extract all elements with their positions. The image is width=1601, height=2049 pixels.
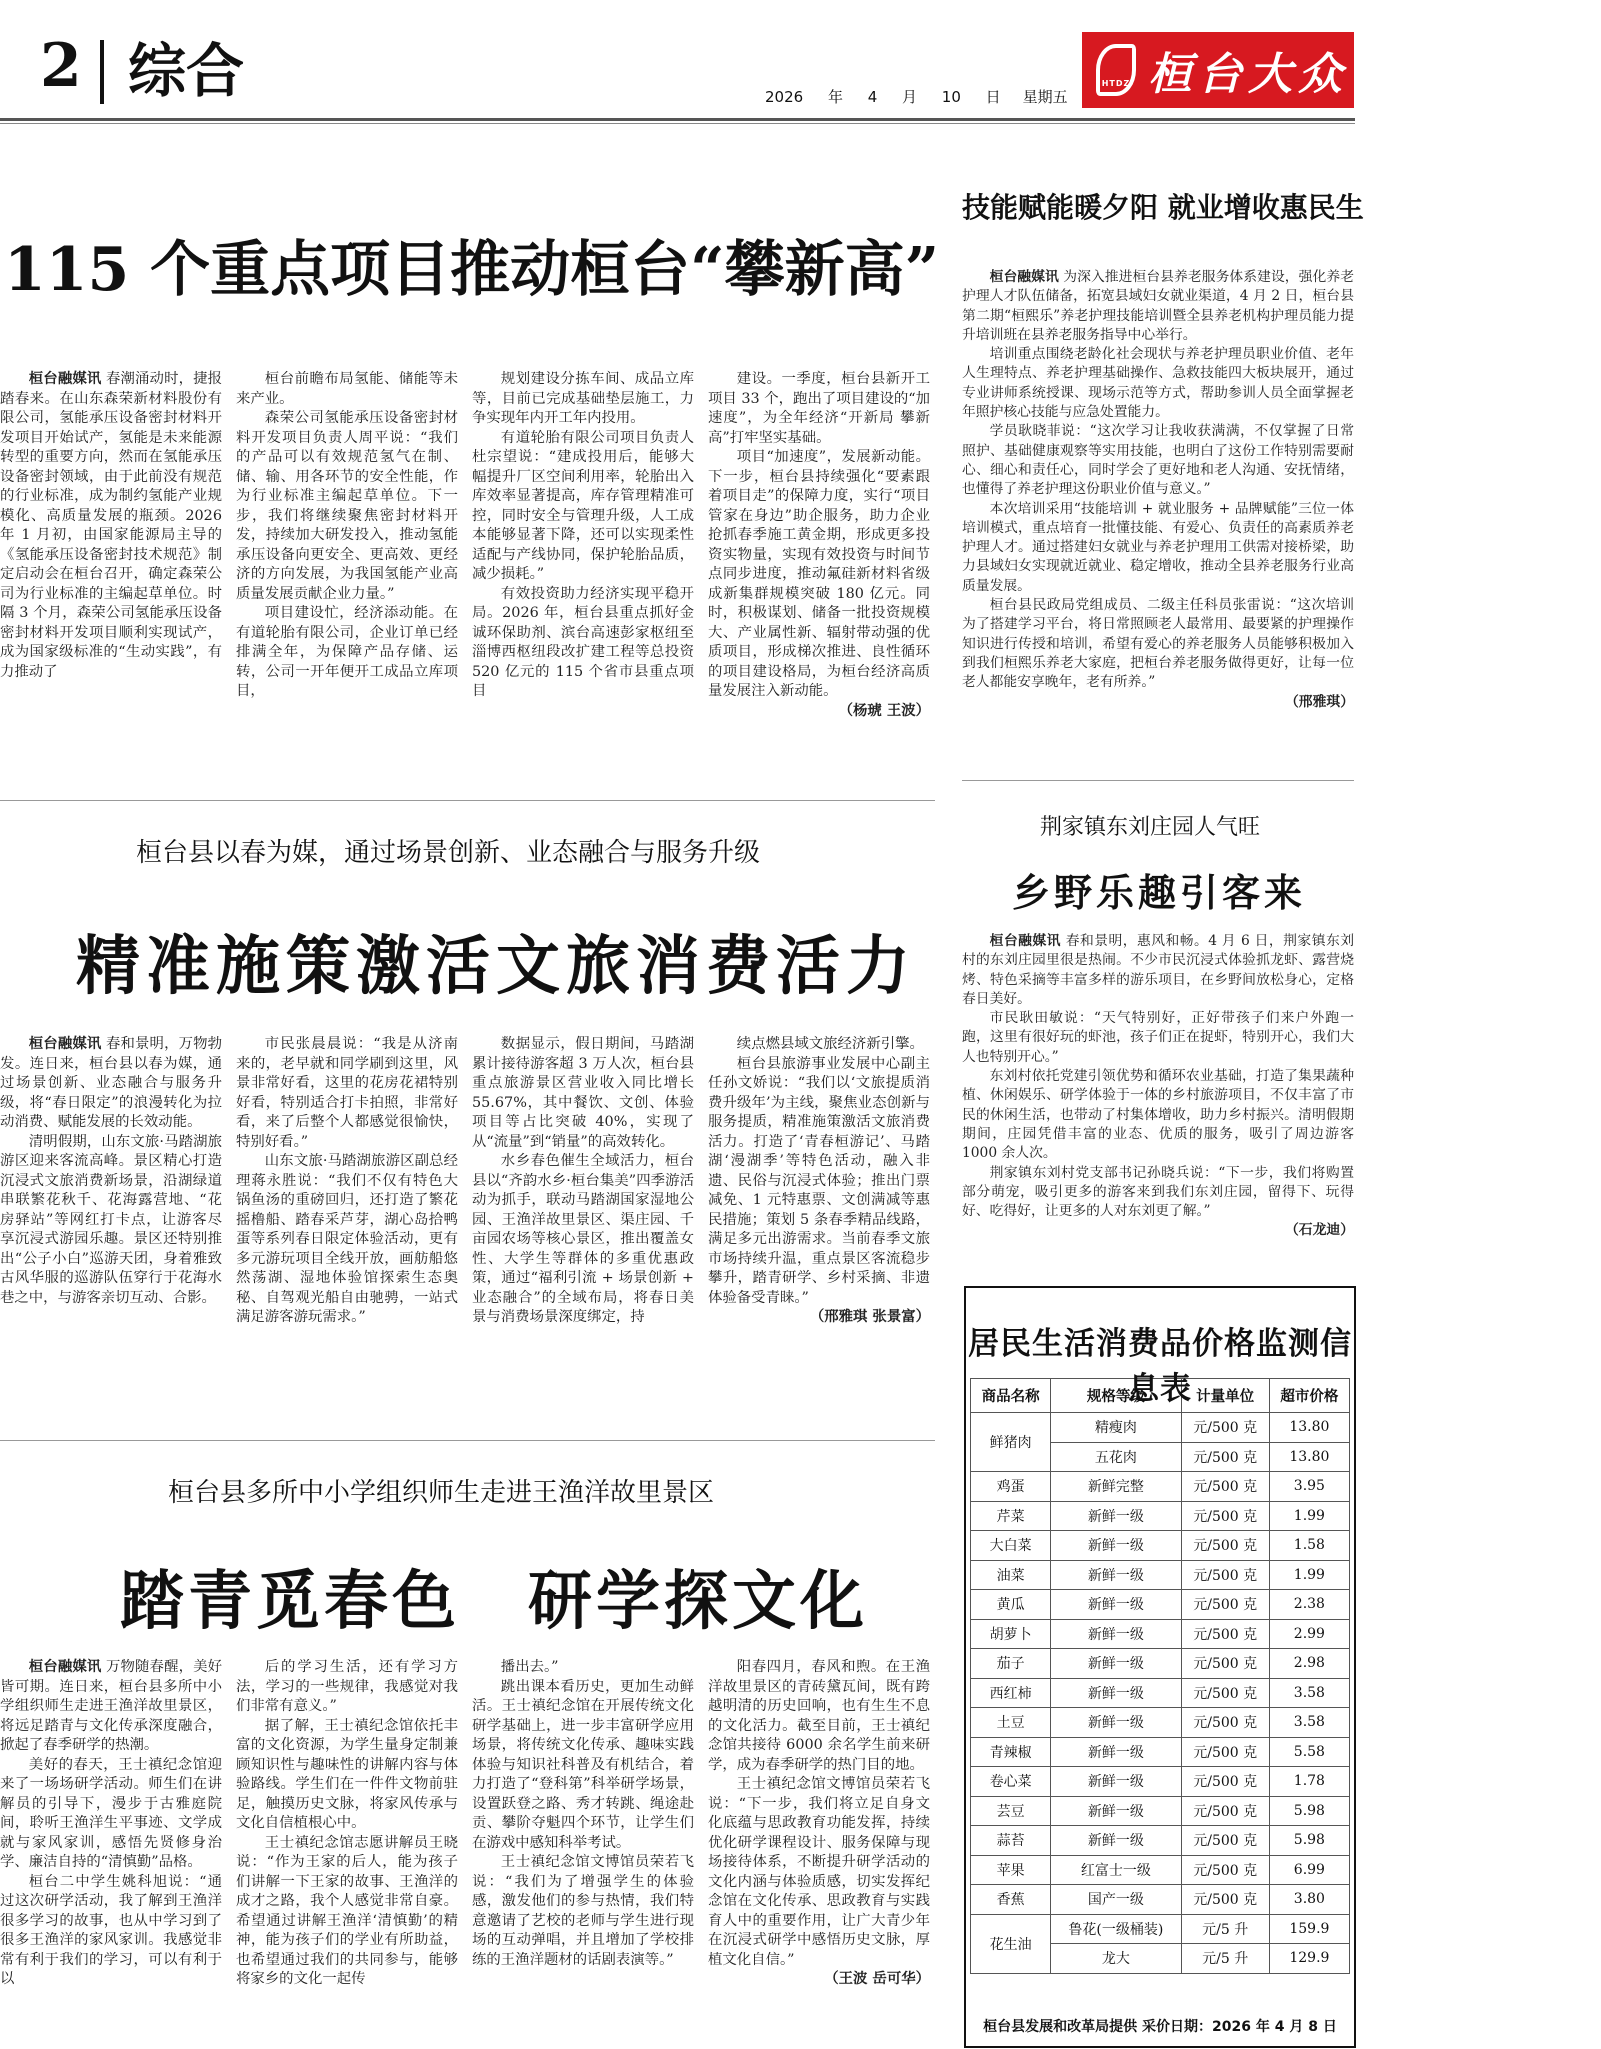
table-cell: 新鲜一级	[1051, 1708, 1181, 1738]
paragraph: 王士禛纪念馆文博馆员荣若飞说：“我们为了增强学生的体验感，激发他们的参与热情，我们特意邀请了艺校的老师与学生进行现场的互动弹唱，并且增加了学校排练的王渔洋题材的话剧表演等。”	[472, 1854, 694, 1968]
table-cell: 元/500 克	[1181, 1590, 1269, 1620]
paragraph: 建设。一季度，桓台县新开工项目 33 个，跑出了项目建设的“加速度”，为全年经济“开新局 攀新高”打牢坚实基础。	[708, 371, 930, 446]
table-cell: 新鲜一级	[1051, 1678, 1181, 1708]
table-cell: 5.98	[1269, 1826, 1349, 1856]
divider	[962, 780, 1354, 781]
table-cell: 红富士一级	[1051, 1855, 1181, 1885]
article2-headline: 精准施策激活文旅消费活力	[76, 929, 916, 1004]
table-cell: 元/500 克	[1181, 1826, 1269, 1856]
table-cell: 新鲜一级	[1051, 1737, 1181, 1767]
table-row	[971, 1531, 1350, 1561]
paragraph: 桓台县民政局党组成员、二级主任科员张雷说：“这次培训为了搭建学习平台，将日常照顾老人最常用、最要紧的护理操作知识进行传授和培训，希望有爱心的养老服务人员能够积极加入到我们桓熙乐养老大家庭，把桓台养老服务做得更好，让每一位老人都能安享晚年，老有所养。”	[962, 597, 1354, 691]
paragraph: 规划建设分拣车间、成品立库等，目前已完成基础垫层施工，力争实现年内开工年内投用。	[472, 371, 694, 426]
table-cell: 3.58	[1269, 1708, 1349, 1738]
header-rule	[0, 118, 1355, 121]
byline: （邢雅琪）	[1285, 693, 1354, 710]
paragraph: 荆家镇东刘村党支部书记孙晓兵说：“下一步，我们将购置部分萌宠，吸引更多的游客来到我们东刘庄园，留得下、玩得好、吃得好，让更多的人对东刘更了解。”	[962, 1164, 1354, 1220]
table-cell: 5.58	[1269, 1737, 1349, 1767]
paragraph: 续点燃县域文旅经济新引擎。	[736, 1036, 924, 1052]
table-cell: 5.98	[1269, 1796, 1349, 1826]
table-cell: 新鲜一级	[1051, 1767, 1181, 1797]
table-cell: 2.99	[1269, 1619, 1349, 1649]
table-cell: 1.99	[1269, 1560, 1349, 1590]
paragraph: 桓台融媒讯 春和景明，惠风和畅。4 月 6 日，荆家镇东刘村的东刘庄园里很是热闹。不少市民沉浸式体验抓龙虾、露营烧烤、特色采摘等丰富多样的游乐项目，在乡野间放松身心，定格春日美好。	[962, 933, 1354, 1007]
table-cell: 3.95	[1269, 1472, 1349, 1502]
table-cell: 新鲜一级	[1051, 1501, 1181, 1531]
table-cell: 3.58	[1269, 1678, 1349, 1708]
divider	[0, 1440, 935, 1441]
paragraph: 桓台县旅游事业发展中心副主任孙文娇说：“我们以‘文旅提质消费升级年’为主线，聚焦业态创新与服务提质，精准施策激活文旅消费活力。打造了‘青春桓游记’、马踏湖‘漫湖季’等特色活动，融入非遗、民俗与沉浸式体验；推出门票减免、1 元特惠票、文创满减等惠民措施；策划 5 条春季精品线路，满足多元出游需求。当前春季文旅市场持续升温，重点景区客流稳步攀升，踏青研学、乡村采摘、非遗体验备受青睐。”	[708, 1055, 930, 1306]
table-row	[971, 1413, 1350, 1443]
table-header: 超市价格	[1269, 1379, 1349, 1413]
table-cell: 油菜	[971, 1560, 1051, 1590]
byline: （杨琥 王波）	[838, 702, 930, 719]
table-cell: 1.78	[1269, 1767, 1349, 1797]
paragraph: 清明假期，山东文旅·马踏湖旅游区迎来客流高峰。景区精心打造沉浸式文旅消费新场景，沿湖绿道串联繁花秋千、花海露营地、“花房驿站”等网红打卡点，让游客尽享沉浸式游园乐趣。景区还特别推出“公子小白”巡游天团，身着雅致古风华服的巡游队伍穿行于花海水巷之中，与游客亲切互动、合影。	[0, 1133, 222, 1306]
table-cell: 青辣椒	[971, 1737, 1051, 1767]
price-table	[970, 1378, 1350, 1974]
table-cell: 13.80	[1269, 1442, 1349, 1472]
table-cell: 新鲜一级	[1051, 1619, 1181, 1649]
paragraph: 阳春四月，春风和煦。在王渔洋故里景区的青砖黛瓦间，既有跨越明清的历史回响，也有生生不息的文化活力。截至目前，王士禛纪念馆共接待 6000 余名学生前来研学，成为春季研学的热门目的地。	[708, 1659, 930, 1773]
paragraph: 美好的春天，王士禛纪念馆迎来了一场场研学活动。师生们在讲解员的引导下，漫步于古雅庭院间，聆听王渔洋生平事迹、文学成就与家风家训，感悟先贤修身治学、廉洁自持的“清慎勤”品格。	[0, 1756, 222, 1870]
table-cell: 元/500 克	[1181, 1767, 1269, 1797]
article1-headline: 115 个重点项目推动桓台“攀新高”	[4, 235, 940, 305]
price-table-title: 居民生活消费品价格监测信息表	[968, 1326, 1352, 1407]
paragraph: 学员耿晓菲说：“这次学习让我收获满满，不仅掌握了日常照护、基础健康观察等实用技能，也明白了这份工作特别需要耐心、细心和责任心，同时学会了更好地和老人沟通、安抚情绪，也懂得了养老护理这份职业价值与意义。”	[962, 423, 1354, 498]
article1-col2	[236, 370, 458, 782]
table-cell: 新鲜一级	[1051, 1590, 1181, 1620]
table-row	[971, 1855, 1350, 1885]
table-cell: 卷心菜	[971, 1767, 1051, 1797]
table-cell: 129.9	[1269, 1944, 1349, 1974]
article5-headline: 乡野乐趣引客来	[1012, 871, 1307, 915]
table-cell: 黄瓜	[971, 1590, 1051, 1620]
table-cell: 蒜苔	[971, 1826, 1051, 1856]
table-row	[971, 1767, 1350, 1797]
table-row	[971, 1560, 1350, 1590]
paragraph: 跳出课本看历史，更加生动鲜活。王士禛纪念馆在开展传统文化研学基础上，进一步丰富研学应用场景，将传统文化传承、趣味实践体验与知识社科普及有机结合，着力打造了“登科第”科举研学场景，设置跃登之路、秀才转跳、绳途赴贡、攀阶夺魁四个环节，让学生们在游戏中感知科举考试。	[472, 1678, 694, 1851]
article3-col1	[0, 1658, 222, 2048]
table-row	[971, 1826, 1350, 1856]
paragraph: 东刘村依托党建引领优势和循环农业基础，打造了集果蔬种植、休闲娱乐、研学体验于一体的乡村旅游项目，不仅丰富了市民的休闲生活，也带动了村集体增收，助力乡村振兴。清明假期期间，庄园凭借丰富的业态、优质的服务，吸引了周边游客 1000 余人次。	[962, 1068, 1354, 1162]
issue-date: 2026 年 4 月 10 日	[765, 88, 1001, 106]
table-row	[971, 1796, 1350, 1826]
table-cell: 元/5 升	[1181, 1914, 1269, 1944]
table-row	[971, 1590, 1350, 1620]
paragraph: 市民耿田敏说：“天气特别好，正好带孩子们来户外跑一跑，这里有很好玩的虾池，孩子们正在捉虾，特别开心，我们大人也特别开心。”	[962, 1010, 1354, 1065]
table-cell: 国产一级	[1051, 1885, 1181, 1915]
paragraph: 王士禛纪念馆志愿讲解员王晓说：“作为王家的后人，能为孩子们讲解一下王家的故事、王渔洋的成才之路，我个人感觉非常自豪。希望通过讲解王渔洋‘清慎勤’的精神，能为孩子们的学业有所助益，也希望通过我们的共同参与，能够将家乡的文化一起传	[236, 1834, 458, 1987]
article4-headline: 技能赋能暖夕阳 就业增收惠民生	[962, 191, 1364, 224]
table-cell: 13.80	[1269, 1413, 1349, 1443]
table-cell: 新鲜一级	[1051, 1560, 1181, 1590]
article3-col4	[708, 1658, 930, 2048]
paragraph: 桓台二中学生姚科旭说：“通过这次研学活动，我了解到王渔洋很多学习的故事，也从中学习到了很多王渔洋的家风家训。我感觉非常有利于我们的学习，可以有利于以	[0, 1873, 222, 1987]
table-cell: 元/500 克	[1181, 1708, 1269, 1738]
table-cell: 元/500 克	[1181, 1472, 1269, 1502]
table-cell: 元/500 克	[1181, 1649, 1269, 1679]
article2-col3	[472, 1035, 694, 1429]
table-cell: 新鲜完整	[1051, 1472, 1181, 1502]
article5-subtitle: 荆家镇东刘庄园人气旺	[1040, 815, 1261, 840]
page-number: 2	[40, 31, 82, 101]
paragraph: 桓台融媒讯 春潮涌动时，捷报踏春来。在山东森荣新材料股份有限公司，氢能承压设备密封材料开发项目开始试产，氢能是未来能源转型的重要方向，然而在氢能承压设备密封领域，由于此前没有规范的行业标准，成为制约氢能产业规模化、高质量发展的瓶颈。2026 年 1 月初，由国家能源局主导的《氢能承压设备密封技术规范》制定启动会在桓台召开，确定森荣公司为行业标准的主编起草单位。时隔 3 个月，森荣公司氢能承压设备密封材料开发项目顺利实现试产，成为国家级标准的“生动实践”，有力推动了	[0, 371, 222, 680]
article2-col1	[0, 1035, 222, 1429]
table-cell: 3.80	[1269, 1885, 1349, 1915]
table-row	[971, 1501, 1350, 1531]
table-cell: 苹果	[971, 1855, 1051, 1885]
article1-col1	[0, 370, 222, 782]
table-cell: 元/5 升	[1181, 1944, 1269, 1974]
table-cell: 芸豆	[971, 1796, 1051, 1826]
paragraph: 本次培训采用“技能培训 + 就业服务 + 品牌赋能”三位一体培训模式，重点培育一批懂技能、有爱心、负责任的高素质养老护理人才。通过搭建妇女就业与养老护理用工供需对接桥梁，助力县域妇女实现就近就业、稳定增收，推动全县养老服务行业高质量发展。	[962, 500, 1354, 594]
table-cell: 新鲜一级	[1051, 1531, 1181, 1561]
article2-col4	[708, 1035, 930, 1429]
table-cell: 元/500 克	[1181, 1560, 1269, 1590]
article1-col3	[472, 370, 694, 782]
price-table-footer: 桓台县发展和改革局提供 采价日期：2026 年 4 月 8 日	[983, 2019, 1337, 2035]
table-row	[971, 1737, 1350, 1767]
table-cell: 新鲜一级	[1051, 1649, 1181, 1679]
article3-headline: 踏青觅春色 研学探文化	[120, 1564, 868, 1639]
table-cell: 香蕉	[971, 1885, 1051, 1915]
table-row	[971, 1472, 1350, 1502]
masthead-title: 桓台大众	[1148, 49, 1348, 100]
paragraph: 王士禛纪念馆文博馆员荣若飞说：“下一步，我们将立足自身文化底蕴与思政教育功能发挥，持续优化研学课程设计、服务保障与现场接待体系，不断提升研学活动的文化内涵与体验质感，切实发挥纪念馆在文化传承、思政教育与实践育人中的重要作用，让广大青少年在沉浸式研学中感悟历史文脉，厚植文化自信。”	[708, 1776, 930, 1968]
paragraph: 桓台融媒讯 为深入推进桓台县养老服务体系建设，强化养老护理人才队伍储备，拓宽县域妇女就业渠道，4 月 2 日，桓台县第二期“桓熙乐”养老护理技能培训暨全县养老机构护理员能力提升培训班在县养老服务指导中心举行。	[962, 269, 1354, 343]
table-cell: 五花肉	[1051, 1442, 1181, 1472]
table-cell: 元/500 克	[1181, 1885, 1269, 1915]
table-cell: 新鲜一级	[1051, 1796, 1181, 1826]
paragraph: 桓台融媒讯 万物随春醒，美好皆可期。连日来，桓台县多所中小学组织师生走进王渔洋故里景区，将远足踏青与文化传承深度融合，掀起了春季研学的热潮。	[0, 1659, 222, 1753]
table-cell: 元/500 克	[1181, 1531, 1269, 1561]
paragraph: 市民张晨晨说：“我是从济南来的，老早就和同学刷到这里，风景非常好看，这里的花房花裙特别好看，特别适合打卡拍照，非常好看，来了后整个人都感觉很愉快，特别好看。”	[236, 1036, 458, 1150]
table-cell: 6.99	[1269, 1855, 1349, 1885]
header-divider	[100, 40, 104, 104]
table-header: 计量单位	[1181, 1379, 1269, 1413]
table-header: 规格等级	[1051, 1379, 1181, 1413]
table-header: 商品名称	[971, 1379, 1051, 1413]
table-cell: 鸡蛋	[971, 1472, 1051, 1502]
table-cell: 元/500 克	[1181, 1619, 1269, 1649]
table-cell: 元/500 克	[1181, 1678, 1269, 1708]
section-title: 综合	[128, 37, 245, 105]
paragraph: 项目建设忙，经济添动能。在有道轮胎有限公司，企业订单已经排满全年，为保障产品存储、运转，公司一开年便开工成品立库项目，	[236, 605, 458, 699]
table-cell: 元/500 克	[1181, 1855, 1269, 1885]
byline: （王波 岳可华）	[824, 1971, 930, 1987]
table-cell: 新鲜一级	[1051, 1826, 1181, 1856]
table-cell: 土豆	[971, 1708, 1051, 1738]
paragraph: 有道轮胎有限公司项目负责人杜宗望说：“建成投用后，能够大幅提升厂区空间利用率，轮胎出入库效率显著提高，库存管理精准可控，同时安全与管理升级，人工成本能够显著下降，还可以实现柔性适配与产线协同，保护轮胎品质，减少损耗。”	[472, 429, 694, 582]
paragraph: 桓台前瞻布局氢能、储能等未来产业。	[236, 371, 458, 407]
table-cell: 元/500 克	[1181, 1413, 1269, 1443]
table-cell: 大白菜	[971, 1531, 1051, 1561]
paragraph: 水乡春色催生全域活力，桓台县以“齐韵水乡·桓台集美”四季游活动为抓手，联动马踏湖国家湿地公园、王渔洋故里景区、渠庄园、千亩园农场等核心景区，推出覆盖女性、大学生等群体的多重优惠政策，通过“福利引流 + 场景创新 + 业态融合”的全域布局，将春日美景与消费场景深度绑定，持	[472, 1153, 694, 1325]
byline: （石龙迪）	[1285, 1222, 1354, 1239]
article3-col2	[236, 1658, 458, 2048]
table-cell: 茄子	[971, 1649, 1051, 1679]
table-cell: 胡萝卜	[971, 1619, 1051, 1649]
price-monitor-box	[964, 1286, 1356, 2048]
table-cell: 2.38	[1269, 1590, 1349, 1620]
header-rule-thin	[0, 123, 1355, 124]
article1-col4	[708, 370, 930, 782]
table-cell: 西红柿	[971, 1678, 1051, 1708]
table-cell: 龙大	[1051, 1944, 1181, 1974]
table-row	[971, 1678, 1350, 1708]
table-cell: 鲁花(一级桶装)	[1051, 1914, 1181, 1944]
paragraph: 山东文旅·马踏湖旅游区副总经理蒋永胜说：“我们不仅有特色大锅鱼汤的重磅回归，还打造了繁花摇橹船、踏春采芦芽，湖心岛拾鸭蛋等系列春日限定体验活动，更有多元游玩项目全线开放，画舫船悠然荡湖、湿地体验馆探索生态奥秘、自驾观光船自由驰骋，一站式满足游客游玩需求。”	[236, 1153, 458, 1325]
article3-col3	[472, 1658, 694, 2048]
paragraph: 桓台融媒讯 春和景明，万物勃发。连日来，桓台县以春为媒，通过场景创新、业态融合与服务升级，将“春日限定”的浪漫转化为拉动消费、赋能发展的长效动能。	[0, 1036, 222, 1130]
table-cell: 精瘦肉	[1051, 1413, 1181, 1443]
table-cell: 鲜猪肉	[971, 1413, 1051, 1472]
byline: （邢雅琪 张景富）	[809, 1309, 930, 1325]
paragraph: 培训重点围绕老龄化社会现状与养老护理员职业价值、老年人生理特点、养老护理基础操作、急救技能四大板块展开，通过专业讲师系统授课、现场示范等方式，帮助参训人员全面掌握老年照护核心技能与应急处置能力。	[962, 346, 1354, 421]
article4-body	[962, 268, 1354, 764]
newspaper-logo-icon: HTDZ	[1096, 44, 1136, 96]
table-cell: 1.99	[1269, 1501, 1349, 1531]
table-cell: 花生油	[971, 1914, 1051, 1973]
article5-body	[962, 932, 1354, 1266]
table-cell: 1.58	[1269, 1531, 1349, 1561]
table-row	[971, 1708, 1350, 1738]
article2-col2	[236, 1035, 458, 1429]
article3-subtitle: 桓台县多所中小学组织师生走进王渔洋故里景区	[168, 1478, 715, 1508]
issue-weekday: 星期五	[1022, 88, 1068, 106]
masthead	[1082, 32, 1354, 108]
paragraph: 数据显示，假日期间，马踏湖累计接待游客超 3 万人次，桓台县重点旅游景区营业收入同比增长 55.67%，其中餐饮、文创、体验项目等占比突破 40%，实现了从“流量”到“销量”的高效转化。	[472, 1036, 694, 1150]
table-cell: 元/500 克	[1181, 1737, 1269, 1767]
paragraph: 据了解，王士禛纪念馆依托丰富的文化资源，为学生量身定制兼顾知识性与趣味性的讲解内容与体验路线。学生们在一件件文物前驻足，触摸历史文脉，将家风传承与文化自信植根心中。	[236, 1717, 458, 1831]
divider	[0, 800, 935, 801]
table-cell: 159.9	[1269, 1914, 1349, 1944]
table-cell: 元/500 克	[1181, 1501, 1269, 1531]
table-row	[971, 1914, 1350, 1944]
table-cell: 芹菜	[971, 1501, 1051, 1531]
paragraph: 播出去。”	[500, 1659, 559, 1675]
table-cell: 元/500 克	[1181, 1796, 1269, 1826]
table-row	[971, 1619, 1350, 1649]
paragraph: 项目“加速度”，发展新动能。下一步，桓台县持续强化“要素跟着项目走”的保障力度，实行“项目管家在身边”助企服务，助力企业抢抓春季施工黄金期，形成更多投资实物量，实现有效投资与时间节点同步进度，推动氟硅新材料省级成新集群规模突破 180 亿元。同时，积极谋划、储备一批投资规模大、产业属性新、辐射带动强的优质项目，形成梯次推进、良性循环的项目建设格局，为桓台经济高质量发展注入新动能。	[708, 449, 930, 699]
table-row	[971, 1649, 1350, 1679]
paragraph: 后的学习生活，还有学习方法，学习的一些规律，我感觉对我们非常有意义。”	[236, 1659, 458, 1714]
table-row	[971, 1885, 1350, 1915]
paragraph: 森荣公司氢能承压设备密封材料开发项目负责人周平说：“我们的产品可以有效规范氢气在制、储、输、用各环节的安全性能，作为行业标准主编起草单位。下一步，我们将继续聚焦密封材料开发，持续加大研发投入，推动氢能承压设备向更安全、更高效、更经济的方向发展，为我国氢能产业高质量发展贡献企业力量。”	[236, 410, 458, 602]
table-cell: 2.98	[1269, 1649, 1349, 1679]
paragraph: 有效投资助力经济实现平稳开局。2026 年，桓台县重点抓好金诚环保助剂、滨台高速彭家枢纽至淄博西枢纽段改扩建工程等总投资 520 亿元的 115 个省市县重点项目	[472, 585, 694, 699]
table-cell: 元/500 克	[1181, 1442, 1269, 1472]
article2-subtitle: 桓台县以春为媒，通过场景创新、业态融合与服务升级	[136, 838, 761, 868]
